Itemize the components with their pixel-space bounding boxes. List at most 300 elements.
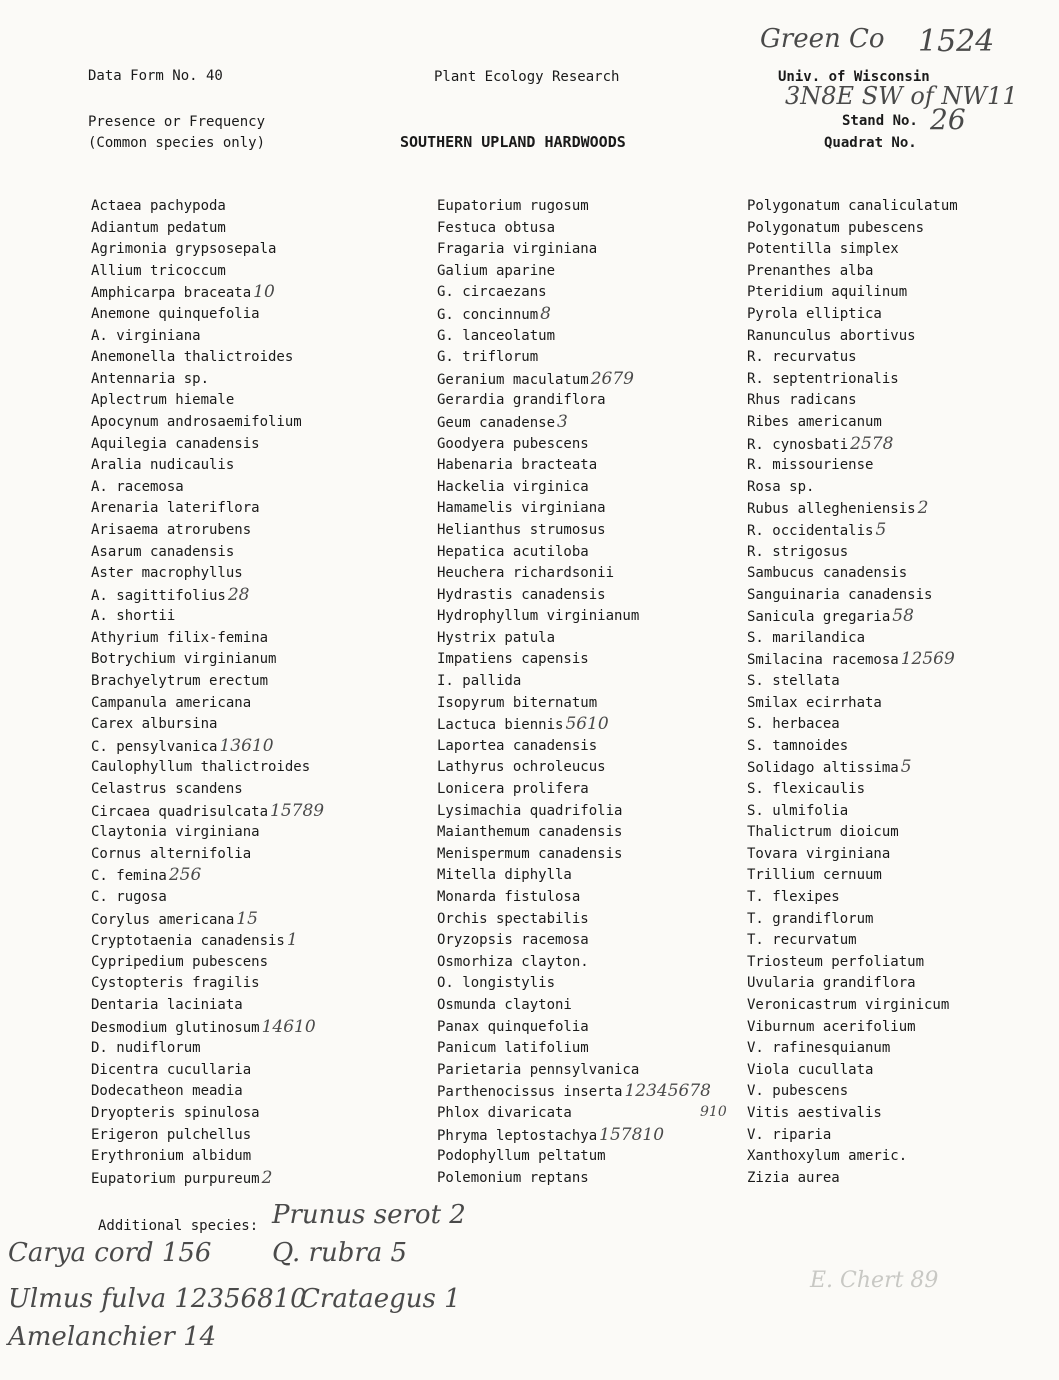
species-row xyxy=(747,455,958,477)
species-name: Prenanthes alba xyxy=(747,262,874,279)
species-row xyxy=(437,1081,711,1103)
species-row xyxy=(91,326,324,348)
species-name: Veronicastrum virginicum xyxy=(747,996,950,1013)
species-name: R. missouriense xyxy=(747,457,874,474)
additional-entry: Amelanchier 14 xyxy=(8,1322,217,1352)
species-name: Apocynum androsaemifolium xyxy=(91,413,302,430)
species-row xyxy=(91,649,324,671)
species-name: T. grandiflorum xyxy=(747,910,874,927)
species-row xyxy=(437,239,711,261)
frequency-note: 10 xyxy=(253,282,275,303)
species-name: Isopyrum biternatum xyxy=(437,694,598,711)
species-row xyxy=(437,671,711,693)
species-name: O. longistylis xyxy=(437,975,556,992)
species-row xyxy=(437,1017,711,1039)
species-row xyxy=(91,693,324,715)
species-row xyxy=(91,585,324,607)
university-name: Univ. of Wisconsin xyxy=(778,69,930,85)
species-row xyxy=(437,714,711,736)
species-name: Ranunculus abortivus xyxy=(747,327,916,344)
species-column-3 xyxy=(747,196,958,1189)
species-row xyxy=(91,714,324,736)
species-row xyxy=(437,390,711,412)
species-name: Uvularia grandiflora xyxy=(747,975,916,992)
quadrat-label: Quadrat No. xyxy=(824,135,917,151)
species-name: S. tamnoides xyxy=(747,737,849,754)
species-name: Eupatorium rugosum xyxy=(437,198,589,214)
species-row xyxy=(437,196,711,218)
species-name: Dentaria laciniata xyxy=(91,996,243,1013)
species-name: T. flexipes xyxy=(747,889,840,905)
species-row xyxy=(437,347,711,369)
species-name: Monarda fistulosa xyxy=(437,889,581,905)
species-row xyxy=(747,218,958,240)
additional-entry: Crataegus 1 xyxy=(300,1284,461,1314)
species-row xyxy=(747,1081,958,1103)
species-name: R. occidentalis xyxy=(747,522,874,539)
species-name: Aplectrum hiemale xyxy=(91,392,235,409)
species-name: Polygonatum pubescens xyxy=(747,219,925,236)
species-name: Thalictrum dioicum xyxy=(747,824,899,841)
species-name: Festuca obtusa xyxy=(437,219,556,236)
faint-pencil-note: E. Chert 89 xyxy=(810,1268,939,1293)
species-name: Triosteum perfoliatum xyxy=(747,953,925,970)
handwritten-extra-note: 910 xyxy=(700,1104,727,1120)
species-name: C. pensylvanica xyxy=(91,738,218,755)
species-name: Rhus radicans xyxy=(747,392,857,409)
species-name: Rosa sp. xyxy=(747,478,815,495)
species-row xyxy=(747,865,958,887)
species-row xyxy=(91,887,324,909)
species-row xyxy=(437,477,711,499)
species-name: R. strigosus xyxy=(747,543,849,560)
species-row xyxy=(437,412,711,434)
species-name: Galium aparine xyxy=(437,262,556,279)
species-row xyxy=(91,822,324,844)
species-name: Erythronium albidum xyxy=(91,1148,252,1165)
species-row xyxy=(437,520,711,542)
species-name: Hepatica acutiloba xyxy=(437,543,589,560)
species-name: A. virginiana xyxy=(91,327,201,344)
species-row xyxy=(747,477,958,499)
species-name: G. triflorum xyxy=(437,349,539,366)
species-name: Sanicula gregaria xyxy=(747,609,891,626)
species-row xyxy=(437,1103,711,1125)
species-name: Rubus allegheniensis xyxy=(747,501,916,518)
species-row xyxy=(747,1125,958,1147)
species-name: Brachyelytrum erectum xyxy=(91,673,269,690)
species-row xyxy=(437,218,711,240)
frequency-note: 58 xyxy=(892,606,914,627)
species-name: R. septentrionalis xyxy=(747,370,899,387)
species-name: Parietaria pennsylvanica xyxy=(437,1061,640,1078)
species-row xyxy=(91,196,324,218)
species-name: Aster macrophyllus xyxy=(91,565,243,582)
species-row xyxy=(437,326,711,348)
species-row xyxy=(437,1168,711,1190)
frequency-note: 5610 xyxy=(565,714,609,735)
species-row xyxy=(437,973,711,995)
frequency-note: 13610 xyxy=(219,735,274,756)
species-name: Corylus americana xyxy=(91,911,235,928)
frequency-note: 2679 xyxy=(590,368,634,389)
species-name: Tovara virginiana xyxy=(747,845,891,862)
species-name: Adiantum pedatum xyxy=(91,219,226,236)
species-row xyxy=(437,801,711,823)
species-name: Geranium maculatum xyxy=(437,371,589,388)
species-name: Agrimonia grypsosepala xyxy=(91,241,277,258)
species-name: V. riparia xyxy=(747,1126,832,1143)
species-row xyxy=(91,520,324,542)
species-row xyxy=(91,563,324,585)
species-row xyxy=(747,1146,958,1168)
species-name: Lonicera prolifera xyxy=(437,781,589,798)
species-name: Dicentra cucullaria xyxy=(91,1061,252,1078)
species-name: R. cynosbati xyxy=(747,436,849,453)
species-name: Aralia nudicaulis xyxy=(91,457,235,474)
species-name: Hydrastis canadensis xyxy=(437,586,606,603)
species-row xyxy=(747,801,958,823)
species-name: Polygonatum canaliculatum xyxy=(747,198,958,214)
species-name: Asarum canadensis xyxy=(91,543,235,560)
species-name: Athyrium filix-femina xyxy=(91,629,269,646)
species-row xyxy=(747,347,958,369)
species-row xyxy=(91,844,324,866)
species-name: Anemone quinquefolia xyxy=(91,305,260,322)
species-name: Viburnum acerifolium xyxy=(747,1018,916,1035)
species-row xyxy=(437,498,711,520)
species-row xyxy=(437,585,711,607)
species-name: Helianthus strumosus xyxy=(437,521,606,538)
species-name: Lathyrus ochroleucus xyxy=(437,759,606,776)
species-name: Geum canadense xyxy=(437,414,556,431)
species-name: Celastrus scandens xyxy=(91,781,243,798)
species-name: Arenaria lateriflora xyxy=(91,500,260,517)
species-name: Dodecatheon meadia xyxy=(91,1083,243,1100)
species-name: Laportea canadensis xyxy=(437,737,598,754)
species-row xyxy=(747,1038,958,1060)
species-name: Panicum latifolium xyxy=(437,1040,589,1057)
species-row xyxy=(437,844,711,866)
species-row xyxy=(747,671,958,693)
species-row xyxy=(91,1125,324,1147)
species-name: Desmodium glutinosum xyxy=(91,1019,260,1036)
species-row xyxy=(437,606,711,628)
species-row xyxy=(437,542,711,564)
species-row xyxy=(437,563,711,585)
species-row xyxy=(437,995,711,1017)
species-row xyxy=(437,1146,711,1168)
species-name: Carex albursina xyxy=(91,716,218,733)
species-row xyxy=(91,1146,324,1168)
species-name: S. flexicaulis xyxy=(747,781,866,798)
species-row xyxy=(437,628,711,650)
species-name: Maianthemum canadensis xyxy=(437,824,623,841)
species-name: Lysimachia quadrifolia xyxy=(437,802,623,819)
species-row xyxy=(747,693,958,715)
species-row xyxy=(437,261,711,283)
species-row xyxy=(747,498,958,520)
frequency-note: 1 xyxy=(286,930,298,951)
species-name: Circaea quadrisulcata xyxy=(91,803,269,820)
species-name: Erigeron pulchellus xyxy=(91,1126,252,1143)
species-name: Hackelia virginica xyxy=(437,478,589,495)
species-row xyxy=(91,671,324,693)
subtitle-line-1: Presence or Frequency xyxy=(88,114,266,130)
species-name: Hydrophyllum virginianum xyxy=(437,608,640,625)
species-name: Osmunda claytoni xyxy=(437,996,572,1013)
species-row xyxy=(747,369,958,391)
species-name: Smilacina racemosa xyxy=(747,652,899,669)
species-name: Oryzopsis racemosa xyxy=(437,932,589,949)
species-row xyxy=(437,649,711,671)
species-row xyxy=(91,412,324,434)
species-name: S. marilandica xyxy=(747,629,866,646)
species-name: A. shortii xyxy=(91,608,176,625)
species-row xyxy=(437,369,711,391)
species-row xyxy=(91,1168,324,1190)
species-row xyxy=(747,434,958,456)
species-row xyxy=(91,239,324,261)
species-row xyxy=(437,455,711,477)
species-row xyxy=(437,952,711,974)
species-row xyxy=(747,757,958,779)
species-name: Pteridium aquilinum xyxy=(747,284,908,301)
species-row xyxy=(437,693,711,715)
species-row xyxy=(747,1060,958,1082)
species-row xyxy=(91,736,324,758)
species-row xyxy=(437,304,711,326)
species-name: Ribes americanum xyxy=(747,413,882,430)
species-row xyxy=(747,930,958,952)
species-name: Gerardia grandiflora xyxy=(437,392,606,409)
species-row xyxy=(91,930,324,952)
species-row xyxy=(91,477,324,499)
species-name: Claytonia virginiana xyxy=(91,824,260,841)
species-row xyxy=(747,844,958,866)
species-row xyxy=(747,520,958,542)
species-row xyxy=(747,304,958,326)
species-name: Xanthoxylum americ. xyxy=(747,1148,908,1165)
species-row xyxy=(91,455,324,477)
species-name: Cystopteris fragilis xyxy=(91,975,260,992)
species-name: Menispermum canadensis xyxy=(437,845,623,862)
species-row xyxy=(747,585,958,607)
species-row xyxy=(91,606,324,628)
species-row xyxy=(747,282,958,304)
species-name: Aquilegia canadensis xyxy=(91,435,260,452)
species-row xyxy=(747,196,958,218)
species-row xyxy=(91,261,324,283)
species-name: Cornus alternifolia xyxy=(91,845,252,862)
species-row xyxy=(91,434,324,456)
species-row xyxy=(747,606,958,628)
species-name: Vitis aestivalis xyxy=(747,1104,882,1121)
species-name: S. stellata xyxy=(747,673,840,690)
species-row xyxy=(747,779,958,801)
species-name: Campanula americana xyxy=(91,694,252,711)
subtitle-line-2: (Common species only) xyxy=(88,135,266,151)
species-name: C. rugosa xyxy=(91,889,167,905)
frequency-note: 15 xyxy=(236,908,258,929)
frequency-note: 157810 xyxy=(599,1124,665,1145)
species-name: Caulophyllum thalictroides xyxy=(91,759,311,776)
species-row xyxy=(747,412,958,434)
frequency-note: 14610 xyxy=(261,1016,316,1037)
species-row xyxy=(91,1103,324,1125)
handwritten-stand-value: 26 xyxy=(930,103,966,136)
species-row xyxy=(91,1081,324,1103)
species-name: Sanguinaria canadensis xyxy=(747,586,933,603)
species-name: I. pallida xyxy=(437,673,522,690)
species-name: T. recurvatum xyxy=(747,932,857,949)
species-name: Pyrola elliptica xyxy=(747,305,882,322)
species-name: Potentilla simplex xyxy=(747,241,899,258)
stand-label: Stand No. xyxy=(842,113,918,129)
species-name: A. racemosa xyxy=(91,478,184,495)
organization-name: Plant Ecology Research xyxy=(434,69,620,85)
frequency-note: 2578 xyxy=(850,433,894,454)
species-row xyxy=(91,952,324,974)
species-column-1 xyxy=(91,196,324,1189)
species-row xyxy=(91,542,324,564)
species-name: R. recurvatus xyxy=(747,349,857,366)
species-row xyxy=(91,1060,324,1082)
species-row xyxy=(747,952,958,974)
species-name: Arisaema atrorubens xyxy=(91,521,252,538)
species-row xyxy=(747,995,958,1017)
handwritten-number: 1524 xyxy=(918,24,995,59)
frequency-note: 2 xyxy=(261,1167,273,1188)
species-name: Sambucus canadensis xyxy=(747,565,908,582)
species-row xyxy=(91,498,324,520)
species-row xyxy=(437,930,711,952)
frequency-note: 5 xyxy=(875,519,887,540)
species-name: Fragaria virginiana xyxy=(437,241,598,258)
species-name: Hystrix patula xyxy=(437,629,556,646)
species-row xyxy=(91,369,324,391)
species-name: Solidago altissima xyxy=(747,760,899,777)
species-name: Osmorhiza clayton. xyxy=(437,953,589,970)
species-row xyxy=(437,282,711,304)
species-name: S. herbacea xyxy=(747,716,840,733)
species-name: Dryopteris spinulosa xyxy=(91,1104,260,1121)
frequency-note: 5 xyxy=(900,757,912,778)
species-row xyxy=(91,628,324,650)
species-row xyxy=(91,1017,324,1039)
species-row xyxy=(437,1060,711,1082)
species-row xyxy=(747,973,958,995)
species-name: Zizia aurea xyxy=(747,1169,840,1186)
species-name: D. nudiflorum xyxy=(91,1040,201,1057)
species-row xyxy=(747,261,958,283)
species-row xyxy=(747,542,958,564)
handwritten-location: 3N8E SW of NW11 xyxy=(785,82,1018,110)
species-name: Cryptotaenia canadensis xyxy=(91,933,285,950)
frequency-note: 12345678 xyxy=(624,1081,711,1102)
species-name: Phryma leptostachya xyxy=(437,1127,598,1144)
species-row xyxy=(437,757,711,779)
additional-entry: Ulmus fulva 12356810 xyxy=(8,1284,307,1314)
species-row xyxy=(747,649,958,671)
species-name: Botrychium virginianum xyxy=(91,651,277,668)
species-name: Anemonella thalictroides xyxy=(91,349,294,366)
species-name: Viola cucullata xyxy=(747,1061,874,1078)
frequency-note: 8 xyxy=(540,303,551,324)
species-row xyxy=(747,736,958,758)
species-name: G. concinnum xyxy=(437,306,539,323)
species-name: Smilax ecirrhata xyxy=(747,694,882,711)
species-name: Heuchera richardsonii xyxy=(437,565,615,582)
species-name: Orchis spectabilis xyxy=(437,910,589,927)
species-row xyxy=(437,736,711,758)
species-row xyxy=(437,779,711,801)
species-row xyxy=(747,1103,958,1125)
form-number: Data Form No. 40 xyxy=(88,68,223,84)
additional-entry: Carya cord 156 xyxy=(8,1238,212,1268)
species-row xyxy=(437,909,711,931)
species-row xyxy=(747,822,958,844)
species-name: Impatiens capensis xyxy=(437,651,589,668)
species-column-2 xyxy=(437,196,711,1189)
species-name: Phlox divaricata xyxy=(437,1104,572,1121)
species-name: A. sagittifolius xyxy=(91,587,226,604)
additional-species-label: Additional species: xyxy=(98,1218,259,1234)
species-row xyxy=(437,1038,711,1060)
species-row xyxy=(91,995,324,1017)
species-row xyxy=(437,434,711,456)
species-name: Goodyera pubescens xyxy=(437,435,589,452)
species-row xyxy=(437,1125,711,1147)
species-row xyxy=(747,628,958,650)
species-row xyxy=(91,218,324,240)
species-name: V. pubescens xyxy=(747,1083,849,1100)
frequency-note: 15789 xyxy=(270,800,325,821)
species-name: G. circaezans xyxy=(437,284,547,301)
species-name: C. femina xyxy=(91,868,167,885)
species-row xyxy=(747,909,958,931)
species-row xyxy=(747,887,958,909)
species-row xyxy=(91,973,324,995)
species-row xyxy=(91,390,324,412)
handwritten-county: Green Co xyxy=(760,24,885,54)
species-row xyxy=(91,1038,324,1060)
species-name: G. lanceolatum xyxy=(437,327,556,344)
species-row xyxy=(747,1168,958,1190)
species-name: Hamamelis virginiana xyxy=(437,500,606,517)
species-name: Lactuca biennis xyxy=(437,717,564,734)
species-row xyxy=(91,909,324,931)
page-title: SOUTHERN UPLAND HARDWOODS xyxy=(400,133,626,151)
species-name: Allium tricoccum xyxy=(91,262,226,279)
species-name: Trillium cernuum xyxy=(747,867,882,884)
species-name: S. ulmifolia xyxy=(747,802,849,819)
species-row xyxy=(437,887,711,909)
species-name: Panax quinquefolia xyxy=(437,1018,589,1035)
frequency-note: 28 xyxy=(227,584,250,605)
species-row xyxy=(91,757,324,779)
additional-entry: Prunus serot 2 xyxy=(272,1200,466,1230)
species-name: Mitella diphylla xyxy=(437,867,572,884)
species-name: Parthenocissus inserta xyxy=(437,1084,623,1101)
additional-entry: Q. rubra 5 xyxy=(272,1238,408,1268)
species-row xyxy=(747,390,958,412)
species-name: Habenaria bracteata xyxy=(437,457,598,474)
frequency-note: 12569 xyxy=(900,649,955,670)
species-row xyxy=(747,239,958,261)
species-row xyxy=(437,865,711,887)
species-row xyxy=(91,304,324,326)
